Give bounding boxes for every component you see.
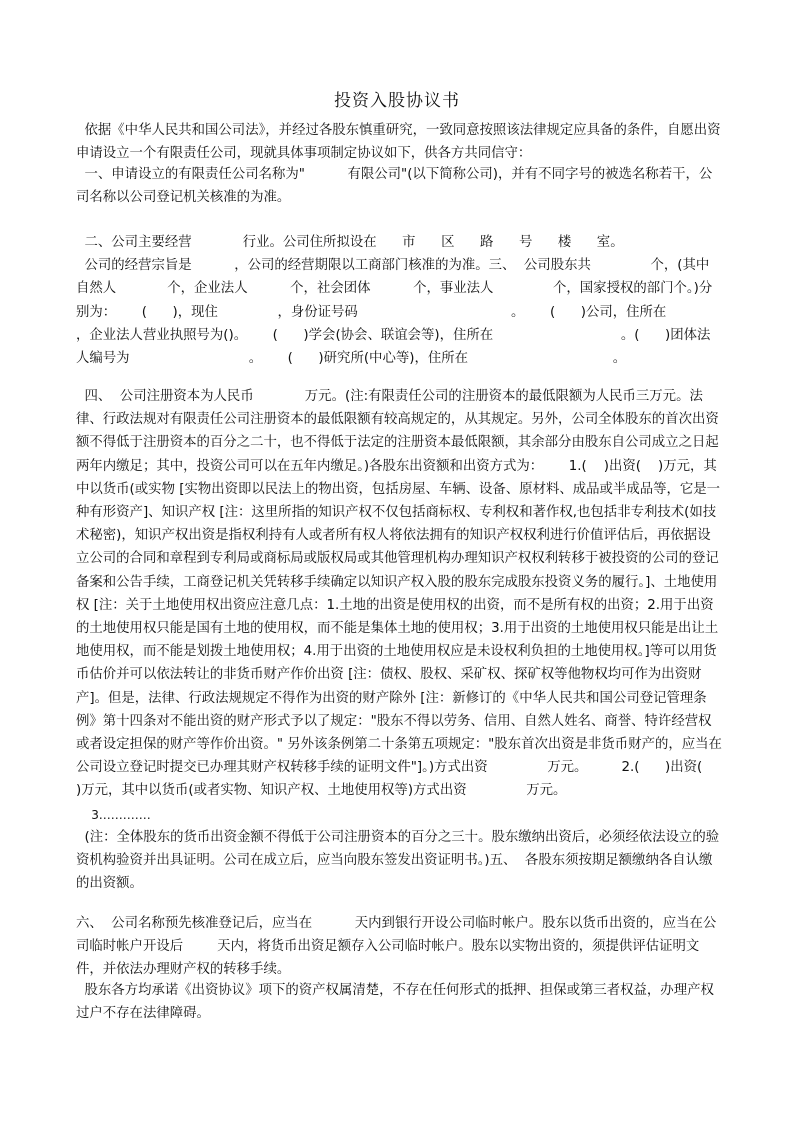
section-6-bank-account: 六、 公司名称预先核准登记后，应当在 天内到银行开设公司临时帐户。股东以货币出资的，应当在公司临时帐户开设后 天内，将货币出资足额存入公司临时帐户。股东以实物出资的，须提供评估证明文件，并依法办理财产权的转移手续。 [76,916,717,978]
section-5-contribution-note: (注：全体股东的货币出资金额不得低于公司注册资本的百分之三十。股东缴纳出资后，必须经依法设立的验资机构验资并出具证明。公司在成立后，应当向股东签发出资证明书。)五、 各股东须按期足额缴纳各自认缴的出资额。 [76,830,720,892]
section-2-3-business-and-shareholders: 二、公司主要经营 行业。公司住所拟设在 市 区 路 号 楼 室。 公司的经营宗旨是 ，公司的经营期限以工商部门核准的为准。三、 公司股东共 个，(其中自然人 个，企业法人 个，社会团体 个，事业法人 个，国家授权的部门个。)分别为： ( )，现住 ，身份证号码 。 ( )公司，住所在 ，企业法人营业执照号为()。 ( )学会(协会、联谊会等)，住所在 。( )团体法人编号为 。 ( )研究所(中心等)，住所在 。 [76,235,713,367]
document-title: 投资入股协议书 [334,91,460,111]
shareholder-pledge: 股东各方均承诺《出资协议》项下的资产权属清楚，不存在任何形式的抵押、担保或第三者权益，办理产权过户不存在法律障碍。 [76,983,714,1022]
intro-paragraph: 依据《中华人民共和国公司法》，并经过各股东慎重研究，一致同意按照该法律规定应具备的条件，自愿出资申请设立一个有限责任公司，现就具体事项制定协议如下，供各方共同信守： [76,123,721,162]
section-1-company-name: 一、申请设立的有限责任公司名称为" 有限公司"(以下简称公司)，并有不同字号的被选名称若干，公司名称以公司登记机关核准的为准。 [76,167,713,206]
section-4-registered-capital: 四、 公司注册资本为人民币 万元。(注:有限责任公司的注册资本的最低限额为人民币三万元。法律、行政法规对有限责任公司注册资本的最低限额有较高规定的，从其规定。另外，公司全体股东的首次出资额不得低于注册资本的百分之二十，也不得低于法定的注册资本最低限额，其余部分由股东自公司成立之日起两年内缴足；其中，投资公司可以在五年内缴足。)各股东出资额和出资方式为： 1.( )出资( )万元，其中以货币(或实物 [实物出资即以民法上的物出资，包括房屋、车辆、设备、原材料、成品或半成品等，它是一种有形资产]、知识产权 [注：这里所指的知识产权不仅包括商标权、专利权和著作权,也包括非专利技术(如技术秘密)，知识产权出资是指权利持有人或者所有权人将依法拥有的知识产权权利进行价值评估后，再依据设立公司的合同和章程到专利局或商标局或版权局或其他管理机构办理知识产权权利转移于被投资的公司的登记备案和公告手续，工商登记机关凭转移手续确定以知识产权入股的股东完成股东投资义务的履行。]、土地使用权 [注：关于土地使用权出资应注意几点：1.土地的出资是使用权的出资，而不是所有权的出资；2.用于出资的土地使用权只能是国有土地的使用权，而不能是集体土地的使用权；3.用于出资的土地使用权只能是出让土地使用权，而不能是划拨土地使用权；4.用于出资的土地使用权应是未设权利负担的土地使用权。]等可以用货币估价并可以依法转让的非货币财产作价出资 [注：债权、股权、采矿权、探矿权等他物权均可作为出资财产]。但是，法律、行政法规规定不得作为出资的财产除外 [注：新修订的《中华人民共和国公司登记管理条例》第十四条对不能出资的财产形式予以了规定："股东不得以劳务、信用、自然人姓名、商誉、特许经营权或者设定担保的财产等作价出资。" 另外该条例第二十条第五项规定："股东首次出资是非货币财产的，应当在公司设立登记时提交已办理其财产权转移手续的证明文件"]。)方式出资 万元。 2.( )出资( )万元，其中以货币(或者实物、知识产权、土地使用权等)方式出资 万元。 [76,389,722,799]
list-continuation: 3.………… [76,808,151,822]
